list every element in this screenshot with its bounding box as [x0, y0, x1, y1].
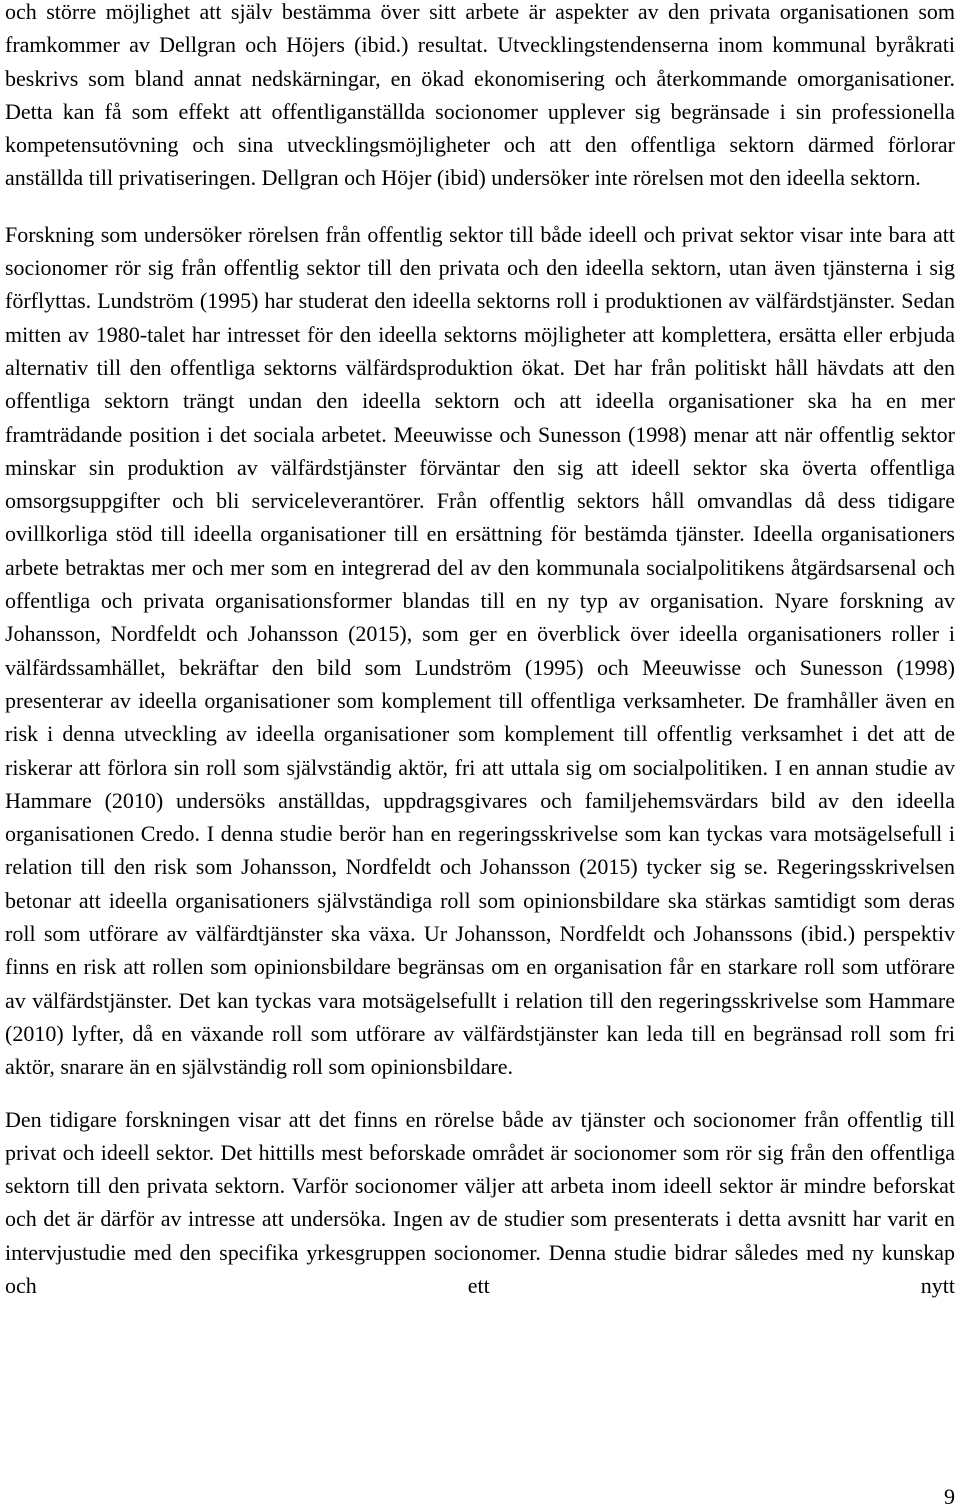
document-body [5, 0, 955, 1302]
paragraph-1: och större möjlighet att själv bestämma över sitt arbete är aspekter av den privata organisationen som framkommer av Dellgran och Höjers (ibid.) resultat. Utvecklingstendenserna inom kommunal byråkrati beskrivs som bland annat nedskärningar, en ökad ekonomisering och återkommande omorganisationer. Detta kan få som effekt att offentliganställda socionomer upplever sig begränsade i sin professionella kompetensutövning och sina utvecklingsmöjligheter och att den offentliga sektorn därmed förlorar anställda till privatiseringen. Dellgran och Höjer (ibid) undersöker inte rörelsen mot den ideella sektorn. [5, 0, 955, 191]
page-number: 9 [944, 1484, 955, 1509]
paragraph-2: Forskning som undersöker rörelsen från offentlig sektor till både ideell och privat sektor visar inte bara att socionomer rör sig från offentlig sektor till den privata och den ideella sektorn, utan även tjänsterna i sig förflyttas. Lundström (1995) har studerat den ideella sektorns roll i produktionen av välfärdstjänster. Sedan mitten av 1980-talet har intresset för den ideella sektorns möjligheter att komplettera, ersätta eller erbjuda alternativ till den offentliga sektorns välfärdsproduktion ökat. Det har från politiskt håll hävdats att den offentliga sektorn trängt undan den ideella sektorn och att ideella organisationer ska ha en mer framträdande position i det sociala arbetet. Meeuwisse och Sunesson (1998) menar att när offentlig sektor minskar sin produktion av välfärdstjänster förväntar den sig att ideell sektor ska överta offentliga omsorgsuppgifter och bli serviceleverantörer. Från offentlig sektors håll omvandlas då dess tidigare ovillkorliga stöd till ideella organisationer till en ersättning för bestämda tjänster. Ideella organisationers arbete betraktas mer och mer som en integrerad del av den kommunala socialpolitikens åtgärdsarsenal och offentliga och privata organisationsformer blandas till en ny typ av organisation. Nyare forskning av Johansson, Nordfeldt och Johansson (2015), som ger en överblick över ideella organisationers roller i välfärdssamhället, bekräftar den bild som Lundström (1995) och Meeuwisse och Sunesson (1998) presenterar av ideella organisationer som komplement till offentliga verksamheter. De framhåller även en risk i denna utveckling av ideella organisationer som komplement till offentlig verksamhet i det att de riskerar att förlora sin roll som självständig aktör, fri att uttala sig om socialpolitiken. I en annan studie av Hammare (2010) undersöks anställdas, uppdragsgivares och familjehemsvärdars bild av den ideella organisationen Credo. I denna studie berör han en regeringsskrivelse som kan tyckas vara motsägelsefull i relation till den risk som Johansson, Nordfeldt och Johansson (2015) tycker sig se. Regeringsskrivelsen betonar att ideella organisationers självständiga roll som opinionsbildare ska stärkas samtidigt som deras roll som utförare av välfärdtjänster ska växa. Ur Johansson, Nordfeldt och Johanssons (ibid.) perspektiv finns en risk att rollen som opinionsbildare begränsas om en organisation får en starkare roll som utförare av välfärdstjänster. Det kan tyckas vara motsägelsefullt i relation till den regeringsskrivelse som Hammare (2010) lyfter, då en växande roll som utförare av välfärdstjänster kan leda till en begränsad roll som fri aktör, snarare än en självständig roll som opinionsbildare. [5, 221, 955, 1080]
paragraph-3: Den tidigare forskningen visar att det finns en rörelse både av tjänster och socionomer från offentlig till privat och ideell sektor. Det hittills mest beforskade området är socionomer som rör sig från den offentliga sektorn till den privata sektorn. Varför socionomer väljer att arbeta inom ideell sektor är mindre beforskat och det är därför av intresse att undersöka. Ingen av de studier som presenterats i detta avsnitt har varit en intervjustudie med den specifika yrkesgruppen socionomer. Denna studie bidrar således med ny kunskap och ett nytt [5, 1106, 955, 1298]
